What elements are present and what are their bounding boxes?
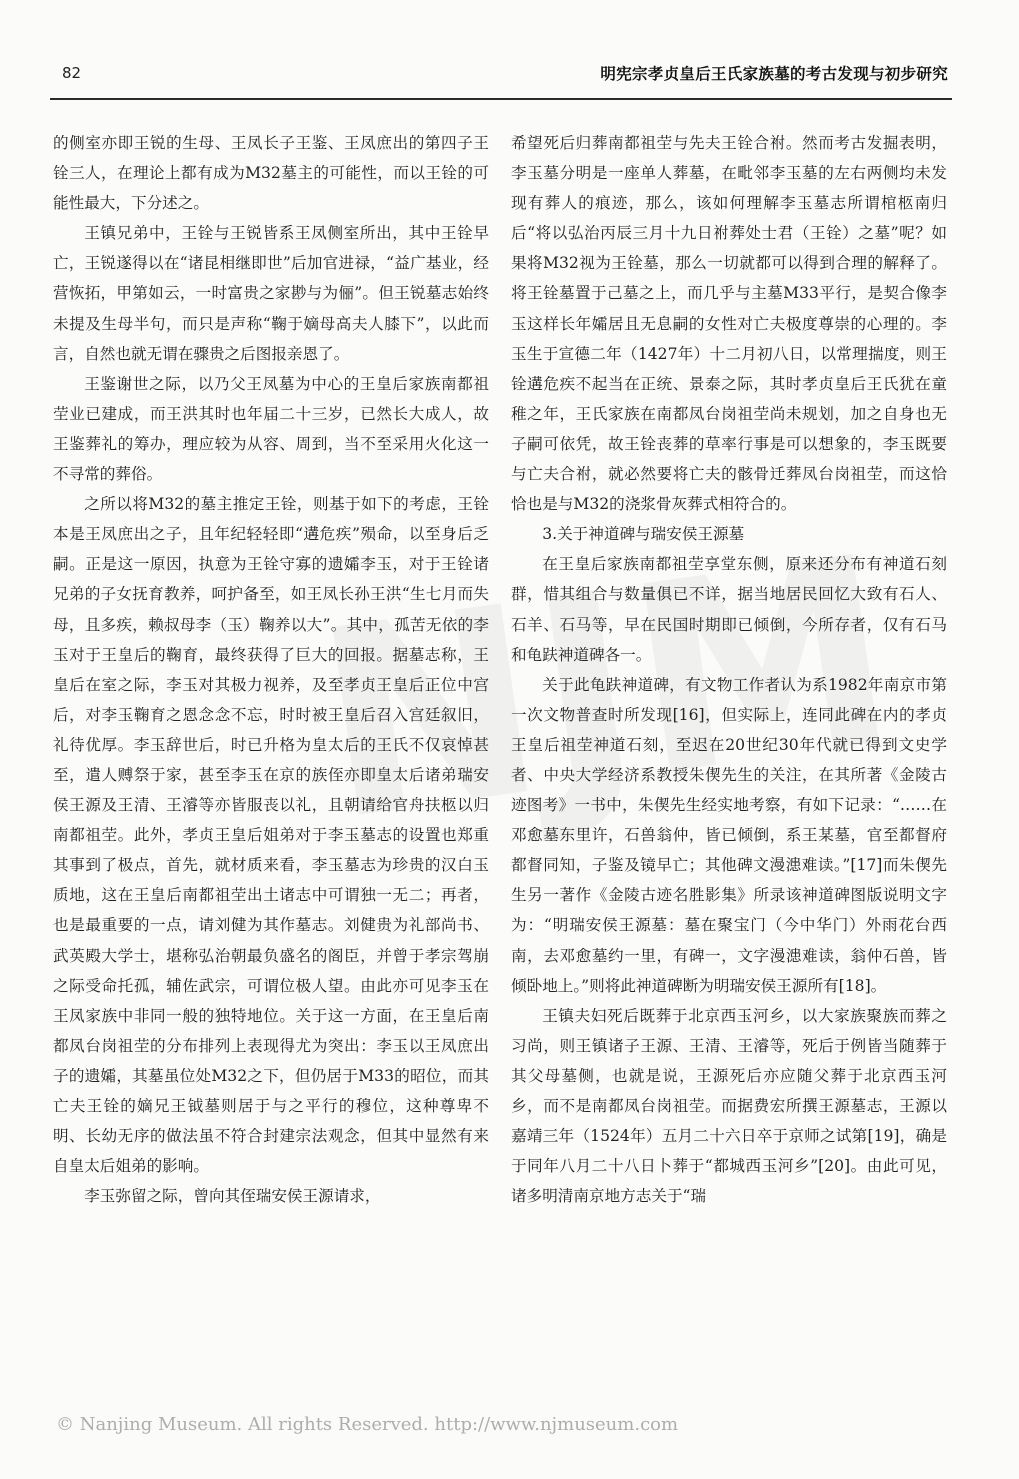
paragraph: 王镇兄弟中，王铨与王锐皆系王凤侧室所出，其中王铨早亡，王锐遂得以在“诸昆相继即世”后加官进禄，“益广基业，经营恢拓，甲第如云，一时富贵之家尠与为俪”。但王锐墓志始终未提及生母半句，而只是声称“鞠于嫡母高夫人膝下”，以此而言，自然也就无谓在骤贵之后图报亲恩了。 <box>53 224 489 363</box>
left-column <box>53 128 489 1211</box>
paragraph: 希望死后归葬南都祖茔与先夫王铨合祔。然而考古发掘表明，李玉墓分明是一座单人葬墓，在毗邻李玉墓的左右两侧均未发现有葬人的痕迹，那么，该如何理解李玉墓志所谓棺柩南归后“将以弘治丙辰三月十九日祔葬处士君（王铨）之墓”呢？如果将M32视为王铨墓，那么一切就都可以得到合理的解释了。将王铨墓置于己墓之上，而几乎与主墓M33平行，是契合像李玉这样长年孀居且无息嗣的女性对亡夫极度尊崇的心理的。李玉生于宣德二年（1427年）十二月初八日，以常理揣度，则王铨遘危疾不起当在正统、景泰之际，其时孝贞皇后王氏犹在童稚之年，王氏家族在南都凤台岗祖茔尚未规划，加之自身也无子嗣可依凭，故王铨丧葬的草率行事是可以想象的，李玉既要与亡夫合祔，就必然要将亡夫的骸骨迁葬凤台岗祖茔，而这恰恰也是与M32的浇浆骨灰葬式相符合的。 <box>511 134 947 514</box>
page-number: 82 <box>62 64 82 82</box>
copyright-footer: © Nanjing Museum. All rights Reserved. http://www.njmuseum.com <box>56 1414 679 1435</box>
right-column <box>511 128 947 1211</box>
paragraph: 关于此龟趺神道碑，有文物工作者认为系1982年南京市第一次文物普查时所发现[16]，但实际上，连同此碑在内的孝贞王皇后祖茔神道石刻，至迟在20世纪30年代就已得到文史学者、中央大学经济系教授朱偰先生的关注，在其所著《金陵古迹图考》一书中，朱偰先生经实地考察，有如下记录：“……在邓愈墓东里许，石兽翁仲，皆已倾倒，系王某墓，官至都督府都督同知，子鉴及镜早亡；其他碑文漫漶难读。”[17]而朱偰先生另一著作《金陵古迹名胜影集》所录该神道碑图版说明文字为：“明瑞安侯王源墓：墓在聚宝门（今中华门）外雨花台西南，去邓愈墓约一里，有碑一，文字漫漶难读，翁仲石兽，皆倾卧地上。”则将此神道碑断为明瑞安侯王源所有[18]。 <box>511 675 947 995</box>
paragraph: 王镇夫妇死后既葬于北京西玉河乡，以大家族聚族而葬之习尚，则王镇诸子王源、王清、王濬等，死后于例皆当随葬于其父母墓侧，也就是说，王源死后亦应随父葬于北京西玉河乡，而不是南都凤台岗祖茔。而据费宏所撰王源墓志，王源以嘉靖三年（1524年）五月二十六日卒于京师之试第[19]，确是于同年八月二十八日卜葬于“都城西玉河乡”[20]。由此可见，诸多明清南京地方志关于“瑞 <box>511 1006 947 1206</box>
paragraph: 王鉴谢世之际，以乃父王凤墓为中心的王皇后家族南都祖茔业已建成，而王洪其时也年届二十三岁，已然长大成人，故王鉴葬礼的筹办，理应较为从容、周到，当不至采用火化这一不寻常的葬俗。 <box>53 374 489 484</box>
paragraph: 的侧室亦即王锐的生母、王凤长子王鉴、王凤庶出的第四子王铨三人，在理论上都有成为M32墓主的可能性，而以王铨的可能性最大，下分述之。 <box>53 134 489 213</box>
section-heading: 3.关于神道碑与瑞安侯王源墓 <box>542 525 745 544</box>
page-header <box>50 58 952 100</box>
paragraph: 之所以将M32的墓主推定王铨，则基于如下的考虑，王铨本是王凤庶出之子，且年纪轻轻即“遘危疾”殒命，以至身后乏嗣。正是这一原因，执意为王铨守寡的遗孀李玉，对于王铨诸兄弟的子女抚育教养，呵护备至，如王凤长孙王洪“生七月而失母，且多疾，赖叔母李（玉）鞠养以大”。其中，孤苦无依的李玉对于王皇后的鞠育，最终获得了巨大的回报。据墓志称，王皇后在室之际，李玉对其极力视养，及至孝贞王皇后正位中宫后，对李玉鞠育之恩念念不忘，时时被王皇后召入宫廷叙旧，礼待优厚。李玉辞世后，时已升格为皇太后的王氏不仅哀悼甚至，遣人赙祭于家，甚至李玉在京的族侄亦即皇太后诸弟瑞安侯王源及王清、王濬等亦皆服丧以礼，且朝请给官舟扶柩以归南都祖茔。此外，孝贞王皇后姐弟对于李玉墓志的设置也郑重其事到了极点，首先，就材质来看，李玉墓志为珍贵的汉白玉质地，这在王皇后南都祖茔出土诸志中可谓独一无二；再者，也是最重要的一点，请刘健为其作墓志。刘健贵为礼部尚书、武英殿大学士，堪称弘治朝最负盛名的阁臣，并曾于孝宗驾崩之际受命托孤，辅佐武宗，可谓位极人望。由此亦可见李玉在王凤家族中非同一般的独特地位。关于这一方面，在王皇后南都凤台岗祖茔的分布排列上表现得尤为突出：李玉以王凤庶出子的遗孀，其墓虽位处M32之下，但仍居于M33的昭位，而其亡夫王铨的嫡兄王钺墓则居于与之平行的穆位，这种尊卑不明、长幼无序的做法虽不符合封建宗法观念，但其中显然有来自皇太后姐弟的影响。 <box>53 495 489 1176</box>
paragraph: 李玉弥留之际，曾向其侄瑞安侯王源请求， <box>84 1187 381 1206</box>
running-title: 明宪宗孝贞皇后王氏家族墓的考古发现与初步研究 <box>600 65 948 83</box>
paragraph: 在王皇后家族南都祖茔享堂东侧，原来还分布有神道石刻群，惜其组合与数量俱已不详，据当地居民回忆大致有石人、石羊、石马等，早在民国时期即已倾倒，今所存者，仅有石马和龟趺神道碑各一。 <box>511 555 947 664</box>
